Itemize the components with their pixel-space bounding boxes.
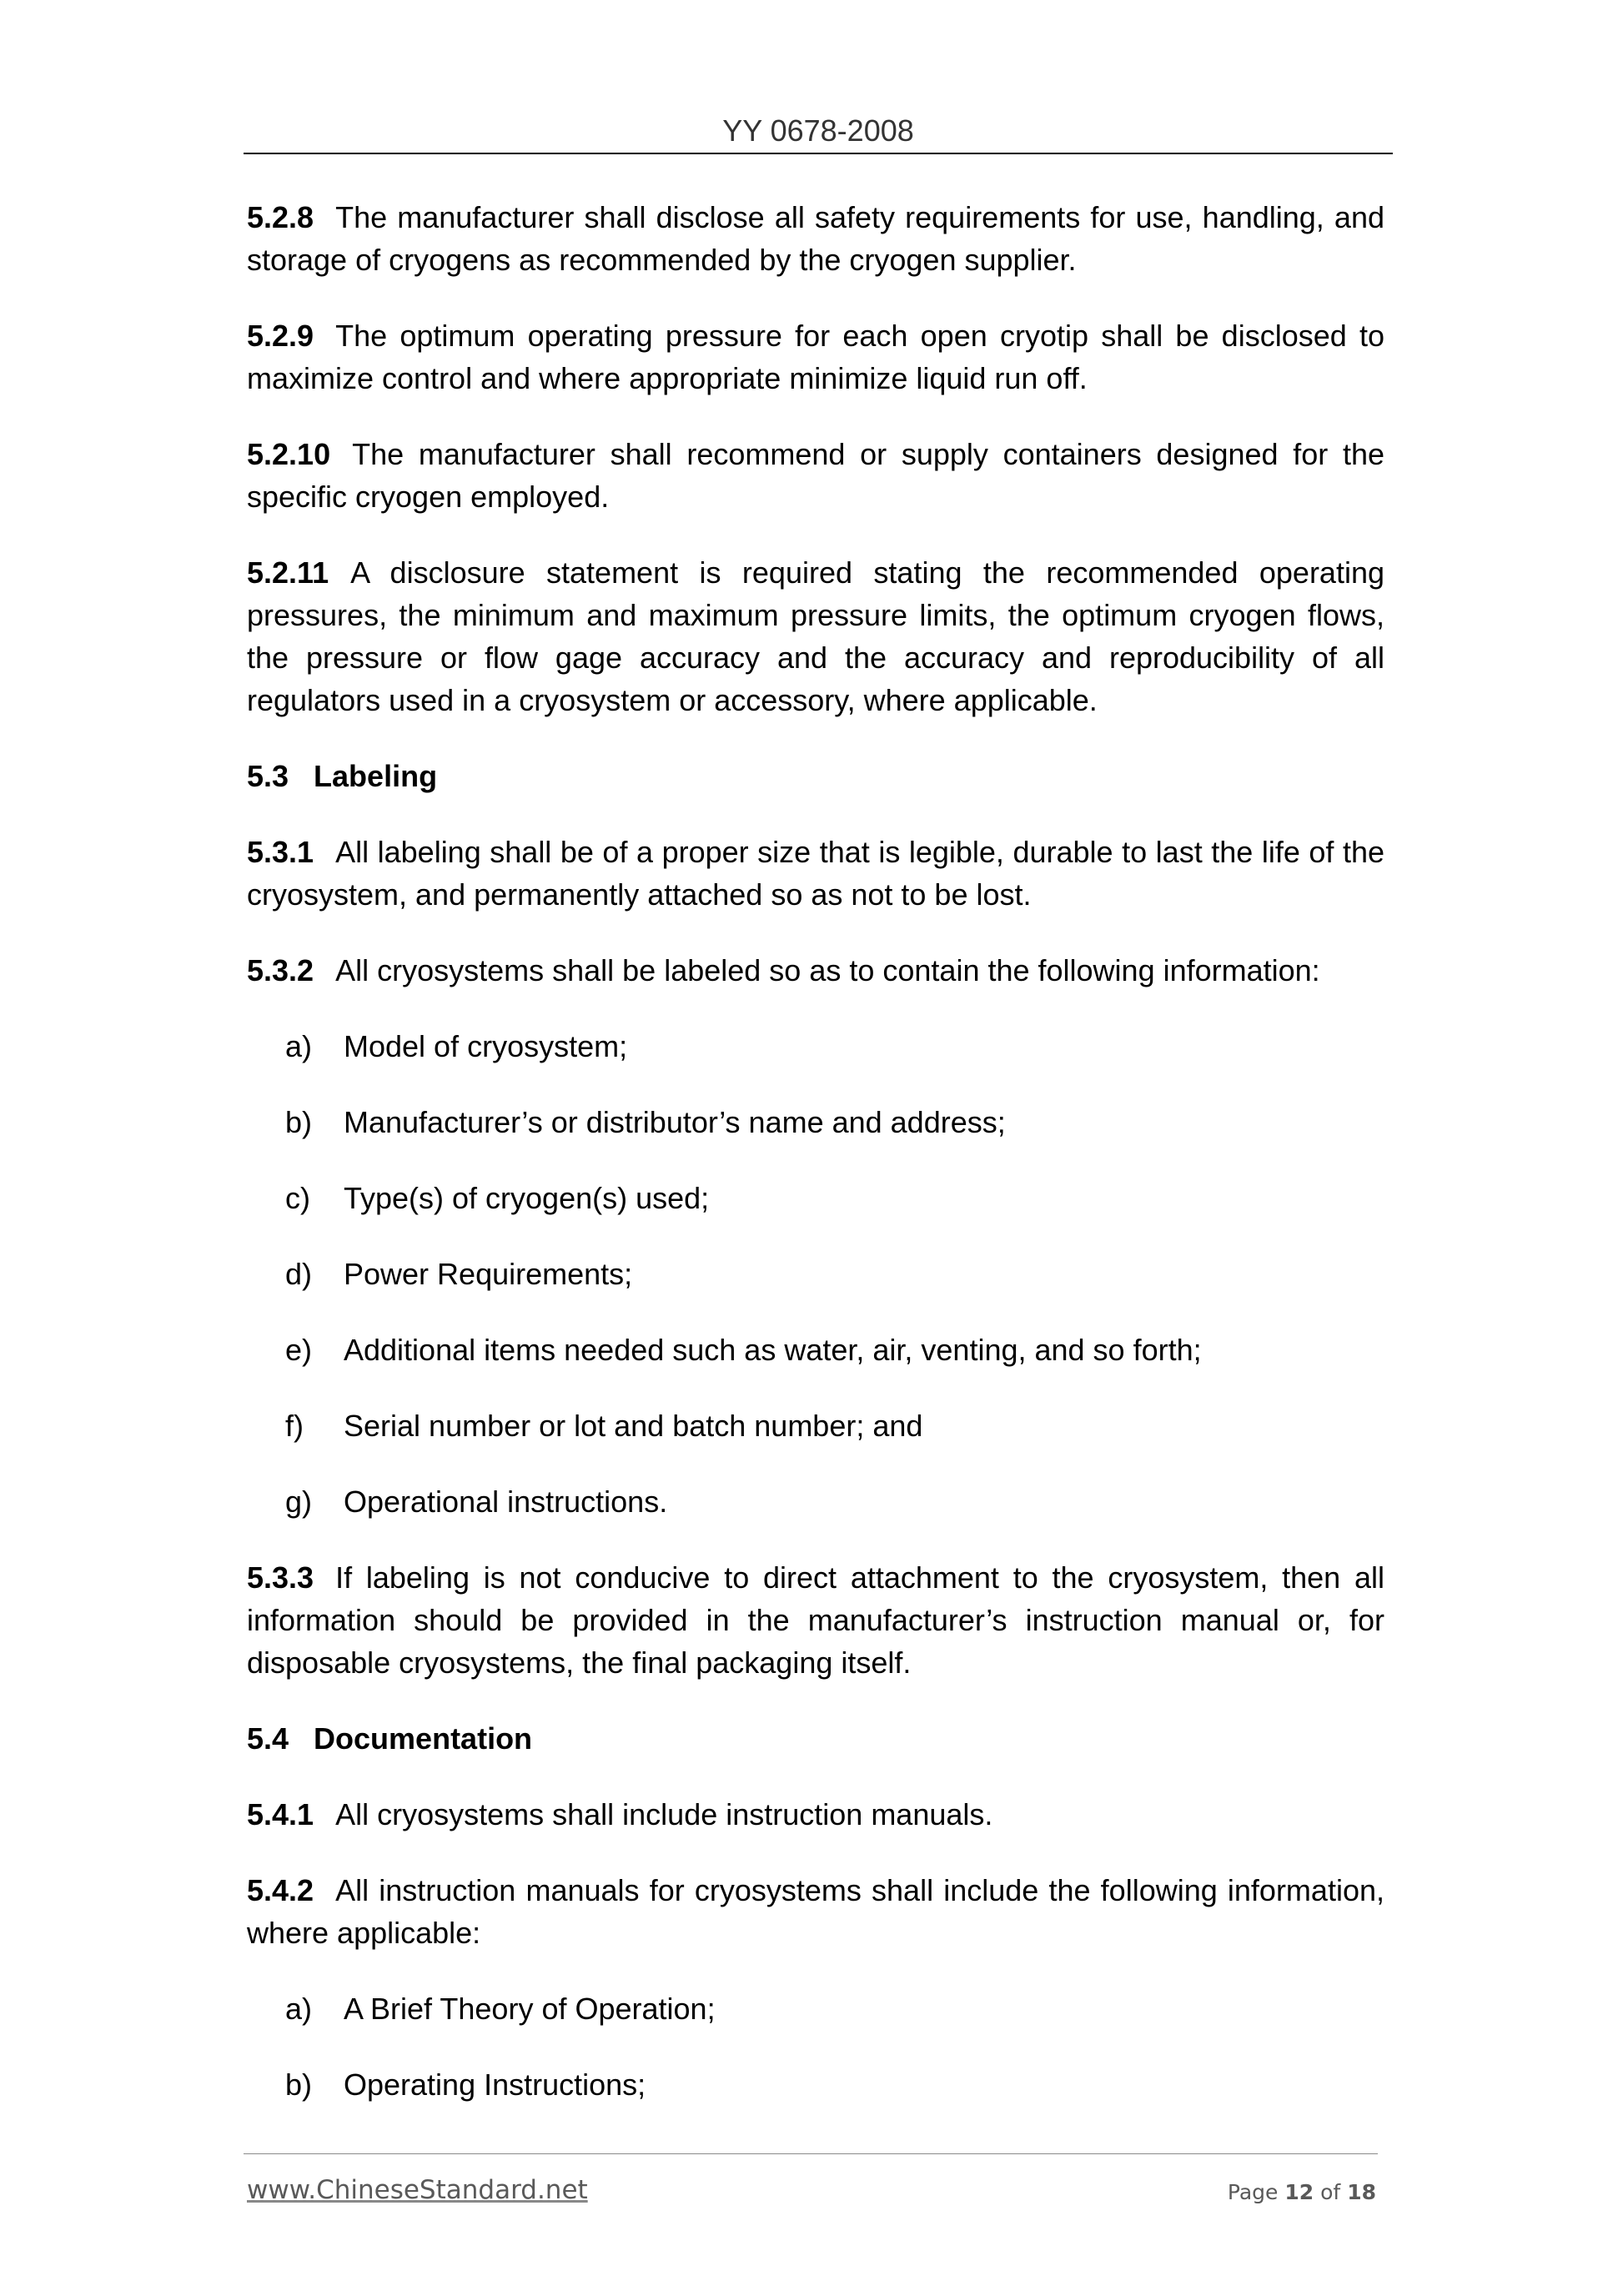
- page-total: 18: [1347, 2180, 1376, 2204]
- clause-text: All labeling shall be of a proper size that is legible, durable to last the life of the cryosystem, and permanently attached so as not to be lost.: [247, 835, 1384, 912]
- list-text: Operating Instructions;: [344, 2067, 646, 2102]
- clause-5-2-9: [247, 314, 1384, 399]
- clause-text: A disclosure statement is required stating the recommended operating pressures, the minimum and maximum pressure limits, the optimum cryogen flows, the pressure or flow gage accuracy and the accuracy and reproducibility of all regulators used in a cryosystem or accessory, where applicable.: [247, 555, 1384, 717]
- list-item: [247, 1025, 1384, 1068]
- clause-text: The manufacturer shall disclose all safety requirements for use, handling, and storage of cryogens as recommended by the cryogen supplier.: [247, 200, 1384, 277]
- list-text: Type(s) of cryogen(s) used;: [344, 1181, 710, 1215]
- page-number: [1228, 2180, 1376, 2204]
- document-body: [247, 196, 1384, 2139]
- list-text: Manufacturer’s or distributor’s name and address;: [344, 1105, 1006, 1139]
- clause-5-4-2: [247, 1869, 1384, 1954]
- clause-number: 5.2.10: [247, 437, 331, 471]
- page-of: of: [1320, 2180, 1341, 2204]
- list-item: [247, 1101, 1384, 1143]
- clause-number: 5.2.11: [247, 555, 329, 590]
- clause-5-3-2: [247, 949, 1384, 992]
- clause-number: 5.3.2: [247, 953, 314, 987]
- section-number: 5.3: [247, 759, 289, 793]
- header-divider: [244, 153, 1393, 154]
- list-text: Additional items needed such as water, air, venting, and so forth;: [344, 1333, 1202, 1367]
- list-letter: b): [285, 1105, 313, 1139]
- list-text: A Brief Theory of Operation;: [344, 1992, 716, 2026]
- list-item: [247, 2063, 1384, 2106]
- clause-number: 5.3.3: [247, 1560, 314, 1595]
- clause-5-4-1: [247, 1793, 1384, 1836]
- page-current: 12: [1284, 2180, 1314, 2204]
- list-letter: f): [285, 1409, 304, 1443]
- clause-5-2-10: [247, 433, 1384, 518]
- clause-5-2-8: [247, 196, 1384, 281]
- list-text: Model of cryosystem;: [344, 1029, 628, 1063]
- clause-text: All instruction manuals for cryosystems shall include the following information, where applicable:: [247, 1873, 1384, 1950]
- page-header-title: YY 0678-2008: [722, 113, 914, 148]
- clause-number: 5.4.2: [247, 1873, 314, 1907]
- clause-5-2-11: [247, 551, 1384, 721]
- list-item: [247, 1480, 1384, 1523]
- section-heading-labeling: [247, 755, 1384, 797]
- clause-number: 5.3.1: [247, 835, 314, 869]
- list-letter: d): [285, 1257, 313, 1291]
- section-heading-documentation: [247, 1717, 1384, 1760]
- clause-5-3-1: [247, 831, 1384, 916]
- list-text: Power Requirements;: [344, 1257, 633, 1291]
- clause-text: If labeling is not conducive to direct attachment to the cryosystem, then all information should be provided in the manufacturer’s instruction manual or, for disposable cryosystems, the final packaging itself.: [247, 1560, 1384, 1680]
- clause-number: 5.4.1: [247, 1797, 314, 1831]
- list-letter: c): [285, 1181, 310, 1215]
- list-text: Operational instructions.: [344, 1485, 668, 1519]
- list-letter: a): [285, 1992, 313, 2026]
- footer-website-link[interactable]: www.ChineseStandard.net: [247, 2175, 588, 2205]
- section-title: Documentation: [314, 1721, 533, 1756]
- clause-number: 5.2.9: [247, 319, 314, 353]
- clause-text: All cryosystems shall include instruction manuals.: [335, 1797, 993, 1831]
- clause-5-3-3: [247, 1556, 1384, 1684]
- list-letter: g): [285, 1485, 313, 1519]
- section-number: 5.4: [247, 1721, 289, 1756]
- clause-text: The manufacturer shall recommend or supply containers designed for the specific cryogen employed.: [247, 437, 1384, 514]
- clause-text: The optimum operating pressure for each open cryotip shall be disclosed to maximize control and where appropriate minimize liquid run off.: [247, 319, 1384, 395]
- section-title: Labeling: [314, 759, 438, 793]
- list-item: [247, 1253, 1384, 1295]
- list-item: [247, 1987, 1384, 2030]
- clause-text: All cryosystems shall be labeled so as to contain the following information:: [335, 953, 1320, 987]
- list-item: [247, 1404, 1384, 1447]
- list-text: Serial number or lot and batch number; and: [344, 1409, 923, 1443]
- list-letter: a): [285, 1029, 313, 1063]
- footer-divider: [244, 2153, 1378, 2154]
- page-prefix: Page: [1227, 2180, 1279, 2204]
- list-item: [247, 1329, 1384, 1371]
- list-letter: b): [285, 2067, 313, 2102]
- list-item: [247, 1177, 1384, 1219]
- clause-number: 5.2.8: [247, 200, 314, 234]
- list-letter: e): [285, 1333, 313, 1367]
